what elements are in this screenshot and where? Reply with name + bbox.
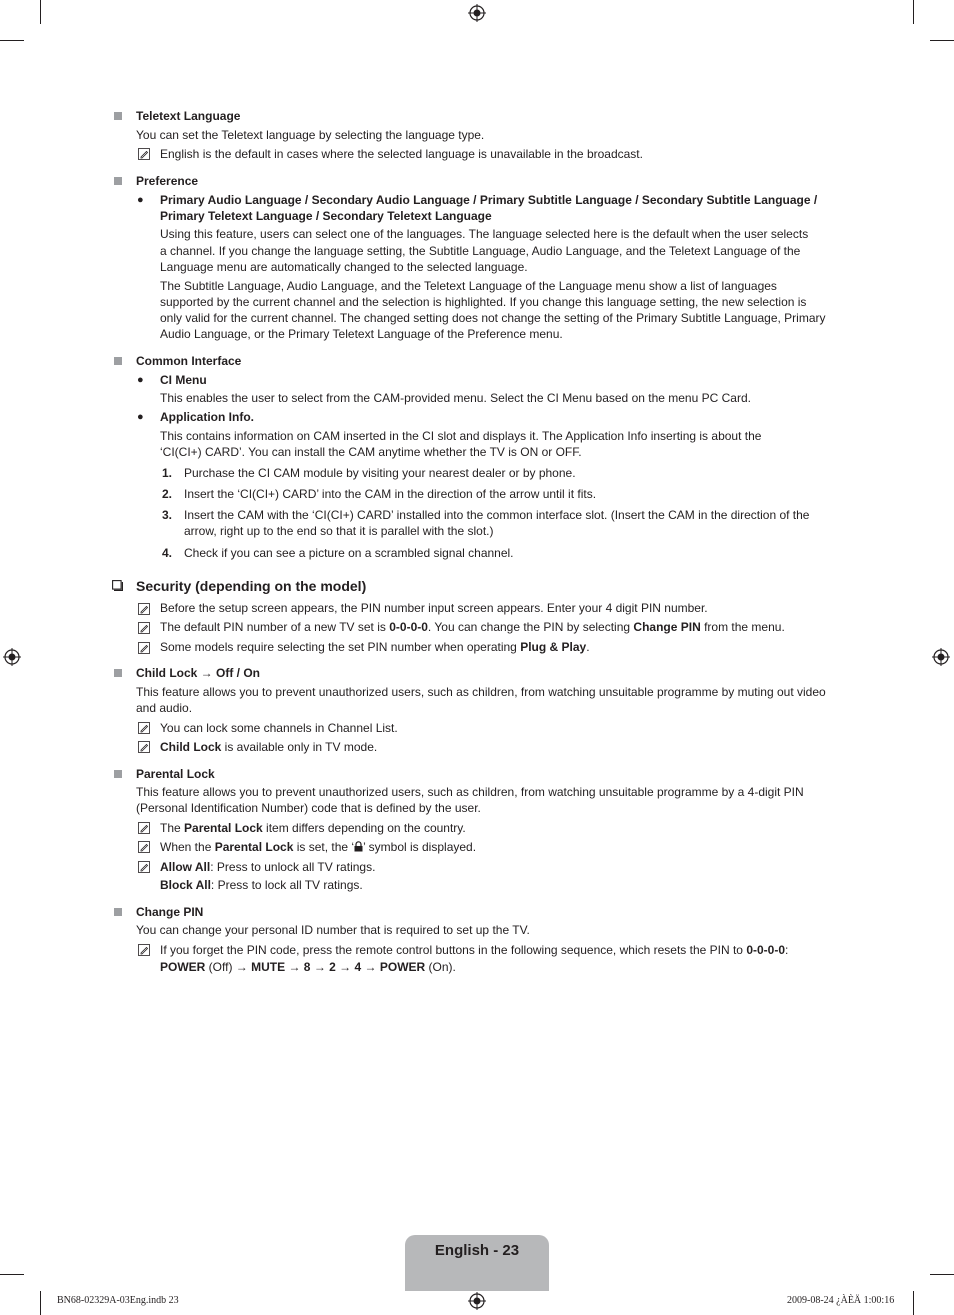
- security-note1: Before the setup screen appears, the PIN number input screen appears. Enter your 4 digit PIN number.: [160, 601, 708, 615]
- preference-para2-line1: The Subtitle Language, Audio Language, and the Teletext Language of the Language menu show a list of languages: [160, 279, 777, 293]
- crop-mark: [40, 1291, 41, 1315]
- text: If you forget the PIN code, press the remote control buttons in the following sequence, which resets the PIN to: [160, 943, 747, 957]
- reset-sequence: [160, 959, 842, 975]
- change-pin-note: [160, 942, 842, 958]
- note-pencil-icon: [138, 642, 150, 654]
- plug-play-ref: Plug & Play: [520, 640, 587, 654]
- reset-pin: 0-0-0-0: [746, 943, 786, 957]
- text: : Press to lock all TV ratings.: [210, 878, 363, 892]
- preference-para2-line2: supported by the current channel and the selection is highlighted. If you change this language setting, the new selection is: [160, 295, 807, 309]
- text: is available only in TV mode.: [221, 740, 378, 754]
- key-power: POWER: [379, 960, 426, 974]
- ci-menu-body: This enables the user to select from the CAM-provided menu. Select the CI Menu based on the menu PC Card.: [160, 391, 751, 405]
- crop-mark: [930, 1274, 954, 1275]
- security-note2: [160, 619, 842, 635]
- child-lock-note1: You can lock some channels in Channel List.: [160, 721, 398, 735]
- child-lock-body-line2: and audio.: [136, 701, 193, 715]
- block-all-line: [160, 877, 842, 893]
- text: The default PIN number of a new TV set is: [160, 620, 390, 634]
- note-pencil-icon: [138, 603, 150, 615]
- preference-para1-line2: a channel. If you change the language setting, the Subtitle Language, Audio Language, and the Teletext Language of the: [160, 244, 801, 258]
- key-2: 2: [329, 960, 336, 974]
- step-text: Purchase the CI CAM module by visiting your nearest dealer or by phone.: [184, 466, 576, 480]
- page-number-tab: [405, 1235, 549, 1291]
- step-text: Check if you can see a picture on a scrambled signal channel.: [184, 546, 514, 560]
- parental-lock-note1: [160, 820, 842, 836]
- child-lock-ref: Child Lock: [160, 740, 222, 754]
- note-pencil-icon: [138, 841, 150, 853]
- square-bullet-icon: [114, 357, 122, 365]
- child-lock-note2: [160, 739, 842, 755]
- text: .: [586, 640, 590, 654]
- square-bullet-icon: [114, 177, 122, 185]
- security-heading: Security (depending on the model): [136, 578, 367, 594]
- common-interface-heading: Common Interface: [136, 354, 242, 368]
- preference-item-line2: Primary Teletext Language / Secondary Teletext Language: [160, 209, 492, 223]
- block-all-ref: Block All: [160, 878, 211, 892]
- step-text: Insert the CAM with the ‘CI(CI+) CARD’ installed into the common interface slot. (Insert the CAM in the direction of the: [184, 508, 810, 522]
- preference-para1-line3: Language menu are automatically changed to the selected language.: [160, 260, 528, 274]
- round-bullet: ●: [137, 411, 144, 423]
- round-bullet: ●: [137, 374, 144, 386]
- registration-mark-icon: [3, 648, 21, 666]
- child-lock-heading: Child Lock → Off / On: [136, 666, 260, 680]
- text: →: [361, 960, 380, 974]
- crop-mark: [913, 1291, 914, 1315]
- text: : Press to unlock all TV ratings.: [210, 860, 376, 874]
- app-info-line1: This contains information on CAM inserted in the CI slot and displays it. The Application Info inserting is about the: [160, 429, 762, 443]
- note-pencil-icon: [138, 861, 150, 873]
- note-pencil-icon: [138, 622, 150, 634]
- registration-mark-icon: [932, 648, 950, 666]
- text: from the menu.: [700, 620, 785, 634]
- allow-all-ref: Allow All: [160, 860, 211, 874]
- file-slug: BN68-02329A-03Eng.indb 23: [57, 1295, 179, 1306]
- note-pencil-icon: [138, 148, 150, 160]
- app-info-line2: ‘CI(CI+) CARD’. You can install the CAM anytime whether the TV is ON or OFF.: [160, 445, 582, 459]
- square-bullet-icon: [114, 112, 122, 120]
- text: (Off) →: [205, 960, 252, 974]
- round-bullet: ●: [137, 194, 144, 206]
- step-text-cont: arrow, right up to the end so that it is parallel with the slot.): [184, 524, 494, 538]
- parental-lock-heading: Parental Lock: [136, 767, 215, 781]
- parental-lock-note2: [160, 839, 842, 855]
- step-number: 4.: [162, 546, 173, 560]
- text: Some models require selecting the set PIN number when operating: [160, 640, 521, 654]
- child-lock-body-line1: This feature allows you to prevent unauthorized users, such as children, from watching unsuitable programme by muting out video: [136, 685, 826, 699]
- allow-all-line: [160, 859, 842, 875]
- lock-icon: [354, 841, 363, 852]
- crop-mark: [930, 40, 954, 41]
- crop-mark: [40, 0, 41, 24]
- teletext-body: You can set the Teletext language by selecting the language type.: [136, 128, 485, 142]
- crop-mark: [913, 0, 914, 24]
- note-pencil-icon: [138, 741, 150, 753]
- page-number: English - 23: [434, 1242, 520, 1259]
- text: →: [335, 960, 355, 974]
- checkbox-icon: [112, 580, 123, 591]
- text: ’ symbol is displayed.: [363, 840, 477, 854]
- parental-lock-body-line1: This feature allows you to prevent unauthorized users, such as children, from watching unsuitable programme by a 4-digit PIN: [136, 785, 804, 799]
- key-power: POWER: [160, 960, 206, 974]
- parental-lock-ref: Parental Lock: [184, 821, 263, 835]
- text: (On).: [425, 960, 456, 974]
- text: is set, the ‘: [293, 840, 355, 854]
- parental-lock-ref: Parental Lock: [214, 840, 294, 854]
- ci-menu-title: CI Menu: [160, 373, 207, 387]
- preference-item-line1: Primary Audio Language / Secondary Audio Language / Primary Subtitle Language / Secondary Subtitle Language /: [160, 193, 818, 207]
- parental-lock-body-line2: (Personal Identification Number) code that is defined by the user.: [136, 801, 481, 815]
- preference-para2-line3: only valid for the current channel. The changed setting does not change the setting of the Primary Subtitle Language, Primary: [160, 311, 826, 325]
- key-mute: MUTE: [251, 960, 286, 974]
- key-4: 4: [354, 960, 362, 974]
- note-pencil-icon: [138, 822, 150, 834]
- teletext-note: English is the default in cases where the selected language is unavailable in the broadcast.: [160, 147, 643, 161]
- preference-para1-line1: Using this feature, users can select one of the languages. The language selected here is the default when the user selects: [160, 227, 809, 241]
- note-pencil-icon: [138, 944, 150, 956]
- key-8: 8: [303, 960, 311, 974]
- change-pin-heading: Change PIN: [136, 905, 204, 919]
- app-info-title: Application Info.: [160, 410, 254, 424]
- preference-heading: Preference: [136, 174, 199, 188]
- change-pin-ref: Change PIN: [633, 620, 701, 634]
- registration-mark-icon: [468, 1292, 486, 1310]
- crop-mark: [0, 40, 24, 41]
- registration-mark-icon: [468, 4, 486, 22]
- square-bullet-icon: [114, 908, 122, 916]
- text: When the: [160, 840, 215, 854]
- crop-mark: [0, 1274, 24, 1275]
- step-number: 1.: [162, 466, 173, 480]
- step-text: Insert the ‘CI(CI+) CARD’ into the CAM in the direction of the arrow until it fits.: [184, 487, 597, 501]
- text: . You can change the PIN by selecting: [427, 620, 634, 634]
- text: →: [285, 960, 304, 974]
- change-pin-body: You can change your personal ID number that is required to set up the TV.: [136, 923, 530, 937]
- step-number: 3.: [162, 508, 173, 522]
- preference-para2-line4: Audio Language, or the Primary Teletext Language of the Preference menu.: [160, 327, 563, 341]
- text: The: [160, 821, 185, 835]
- note-pencil-icon: [138, 722, 150, 734]
- text: item differs depending on the country.: [262, 821, 466, 835]
- text: :: [785, 943, 789, 957]
- step-number: 2.: [162, 487, 173, 501]
- text: →: [310, 960, 330, 974]
- default-pin: 0-0-0-0: [389, 620, 428, 634]
- square-bullet-icon: [114, 770, 122, 778]
- teletext-heading: Teletext Language: [136, 109, 241, 123]
- timestamp-slug: 2009-08-24 ¿ÀÈÄ 1:00:16: [787, 1295, 895, 1306]
- square-bullet-icon: [114, 669, 122, 677]
- security-note3: [160, 639, 842, 655]
